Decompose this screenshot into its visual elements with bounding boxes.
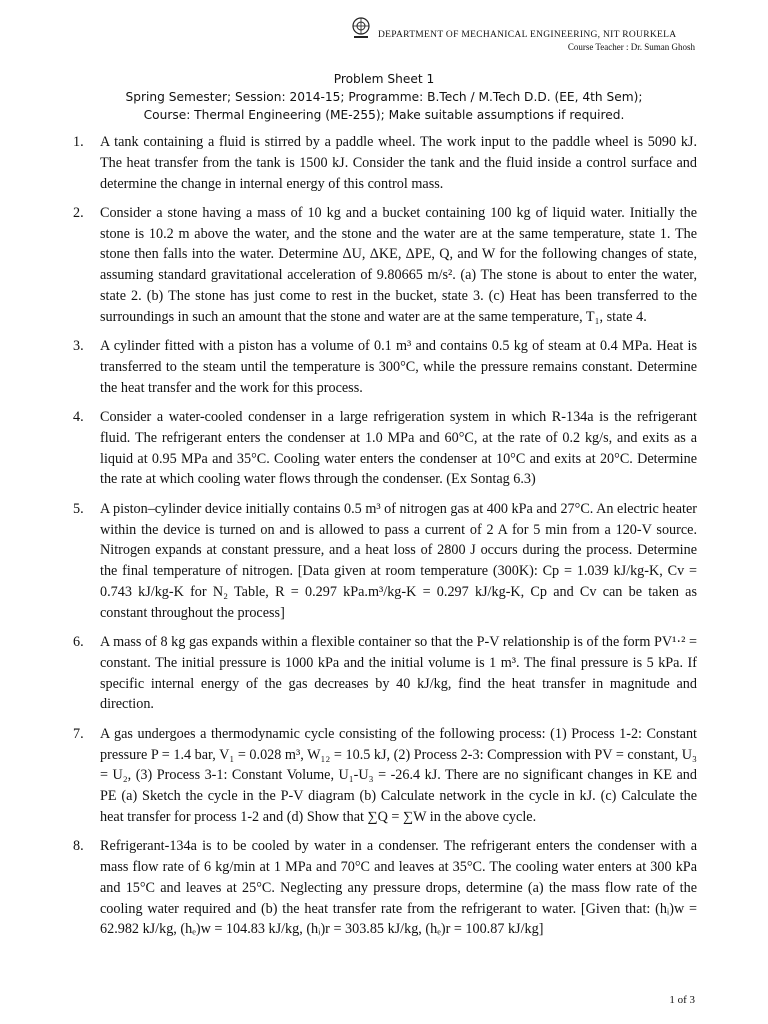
course-teacher: Course Teacher : Dr. Suman Ghosh [567,42,695,52]
problem-text: A tank containing a fluid is stirred by a paddle wheel. The work input to the paddle wheel is 5090 kJ. The heat transfer from the tank is 1500 kJ. Consider the tank and the fluid inside a control surface and determine the change in internal energy of this control mass. [100,134,697,192]
problem-text: A cylinder fitted with a piston has a volume of 0.1 m³ and contains 0.5 kg of steam at 0.4 MPa. Heat is transferred to the steam until the temperature is 300°C, while the pressure remains constant. Determine the heat transfer and the work for this process. [100,338,697,396]
problem-text: A piston–cylinder device initially contains 0.5 m³ of nitrogen gas at 400 kPa and 27°C. An electric heater within the device is turned on and is allowed to pass a current of 2 A for 5 min from a 120-V source. Nitrogen expands at constant pressure, and a heat loss of 2800 J occurs during the process. Determine the final temperature of nitrogen. [Data given at room temperature (300K): Cp = 1.039 kJ/kg-K, Cv = 0.743 kJ/kg-K for N₂ Table, R = 0.297 kPa.m³/kg-K = 0.297 kJ/kg-K, Cp and Cv can be taken as constant throughout the process] [100,500,697,621]
problem-list [73,132,697,940]
problem-text: Refrigerant-134a is to be cooled by water in a condenser. The refrigerant enters the condenser with a mass flow rate of 6 kg/min at 1 MPa and 70°C and leaves at 35°C. The cooling water enters at 300 kPa and 15°C and leaves at 25°C. Neglecting any pressure drops, determine (a) the mass flow rate of the cooling water required and (b) the heat transfer rate from the refrigerant to water. [Given that: (hᵢ)w = 62.982 kJ/kg, (hₑ)w = 104.83 kJ/kg, (hᵢ)r = 303.85 kJ/kg, (hₑ)r = 100.87 kJ/kg] [100,838,697,938]
problem-number: 2. [73,204,84,221]
page-number: 1 of 3 [669,994,695,1006]
problem-text: A gas undergoes a thermodynamic cycle consisting of the following process: (1) Process 1-2: Constant pressure P = 1.4 bar, V₁ = 0.028 m³, W₁₂ = 10.5 kJ, (2) Process 2-3: Compression with PV = constant, U₃ = U₂, (3) Process 3-1: Constant Volume, U₁-U₃ = -26.4 kJ. There are no significant changes in KE and PE (a) Sketch the cycle in the P-V diagram (b) Calculate network in the cycle in kJ. (c) Calculate the heat transfer for process 1-2 and (d) Show that ∑Q = ∑W in the above cycle. [100,725,697,825]
problem-item [73,632,697,715]
problem-item [73,836,697,940]
problem-number: 3. [73,338,84,355]
problem-item [73,336,697,398]
problem-item [73,132,697,194]
department-name: DEPARTMENT OF MECHANICAL ENGINEERING, NIT ROURKELA [378,30,677,40]
problem-number: 4. [73,409,84,426]
title-block [0,70,768,124]
course-line: Course: Thermal Engineering (ME-255); Make suitable assumptions if required. [143,108,625,122]
problem-item [73,203,697,328]
problem-item [73,499,697,624]
problem-text: Consider a stone having a mass of 10 kg and a bucket containing 100 kg of liquid water. Initially the stone is 10.2 m above the water, and the stone and the water are at the same temperature, state 1. The stone then falls into the water. Determine ΔU, ΔKE, ΔPE, Q, and W for the following changes of state, assuming standard gravitational acceleration of 9.80665 m/s². (a) The stone is about to enter the water, state 2. (b) The stone has just come to rest in the bucket, state 3. (c) Heat has been transferred to the surroundings in such an amount that the stone and water are at the same temperature, T₁, state 4. [100,204,697,325]
session-line: Spring Semester; Session: 2014-15; Programme: B.Tech / M.Tech D.D. (EE, 4th Sem); [125,90,643,104]
problem-number: 6. [73,634,84,651]
problem-item [73,407,697,490]
problem-number: 8. [73,838,84,855]
problem-number: 5. [73,500,84,517]
problem-number: 1. [73,134,84,150]
sheet-title: Problem Sheet 1 [333,72,435,86]
problem-text: Consider a water-cooled condenser in a large refrigeration system in which R-134a is the refrigerant fluid. The refrigerant enters the condenser at 1.0 MPa and 60°C, at the rate of 0.2 kg/s, and exits as a liquid at 0.95 MPa and 35°C. Cooling water enters the condenser at 10°C and exits at 20°C. Determine the rate at which cooling water flows through the condenser. (Ex Sontag 6.3) [100,409,697,488]
problem-number: 7. [73,725,84,742]
problem-text: A mass of 8 kg gas expands within a flexible container so that the P-V relationship is of the form PV¹·² = constant. The initial pressure is 1000 kPa and the initial volume is 1 m³. The final pressure is 5 kPa. If specific internal energy of the gas decreases by 40 kJ/kg, find the heat transfer in magnitude and direction. [100,634,697,713]
problem-item [73,724,697,828]
institute-logo [350,16,372,40]
